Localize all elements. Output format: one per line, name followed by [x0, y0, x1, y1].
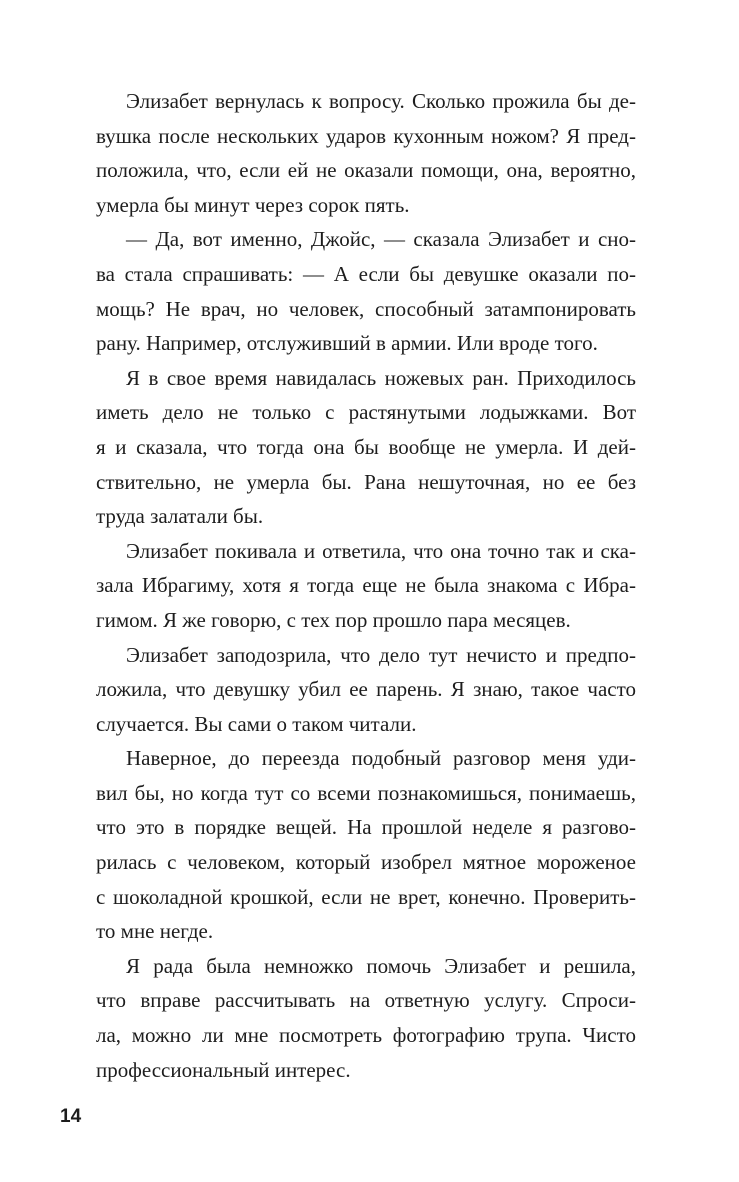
text-line: труда залатали бы.	[96, 504, 264, 529]
text-line: — Да, вот именно, Джойс, — сказала Элизабет и сно-	[126, 227, 636, 252]
text-line: умерла бы минут через сорок пять.	[96, 192, 410, 217]
body-text	[96, 84, 636, 1087]
text-line: мощь? Не врач, но человек, способный затампонировать	[96, 296, 636, 321]
text-line: рану. Например, отслуживший в армии. Или вроде того.	[96, 331, 598, 356]
text-line: я и сказала, что тогда она бы вообще не умерла. И дей-	[96, 434, 636, 459]
text-line: случается. Вы сами о таком читали.	[96, 711, 417, 736]
paragraph-1	[96, 84, 636, 222]
text-line: иметь дело не только с растянутыми лодыжками. Вот	[96, 400, 636, 425]
text-line: профессиональный интерес.	[96, 1057, 351, 1082]
paragraph-4	[96, 534, 636, 638]
text-line: ствительно, не умерла бы. Рана нешуточная, но ее без	[96, 469, 636, 494]
paragraph-5	[96, 638, 636, 742]
text-line: Наверное, до переезда подобный разговор меня уди-	[126, 746, 636, 771]
paragraph-3	[96, 361, 636, 534]
text-line: то мне негде.	[96, 919, 214, 944]
text-line: рилась с человеком, который изобрел мятное мороженое	[96, 850, 636, 875]
paragraph-2	[96, 222, 636, 360]
page-number: 14	[60, 1106, 82, 1127]
text-line: вушка после нескольких ударов кухонным ножом? Я пред-	[96, 123, 636, 148]
text-line: Я в свое время навидалась ножевых ран. Приходилось	[126, 365, 636, 390]
text-line: с шоколадной крошкой, если не врет, конечно. Проверить-	[96, 884, 636, 909]
text-line: ложила, что девушку убил ее парень. Я знаю, такое часто	[96, 677, 636, 702]
paragraph-6	[96, 741, 636, 949]
text-line: положила, что, если ей не оказали помощи, она, вероятно,	[96, 158, 636, 183]
text-line: что это в порядке вещей. На прошлой неделе я разгово-	[96, 815, 636, 840]
text-line: что вправе рассчитывать на ответную услугу. Спроси-	[96, 988, 636, 1013]
text-line: Я рада была немножко помочь Элизабет и решила,	[126, 953, 636, 978]
text-line: гимом. Я же говорю, с тех пор прошло пара месяцев.	[96, 607, 571, 632]
text-line: зала Ибрагиму, хотя я тогда еще не была знакома с Ибра-	[96, 573, 636, 598]
text-line: ла, можно ли мне посмотреть фотографию трупа. Чисто	[96, 1023, 636, 1048]
text-line: Элизабет заподозрила, что дело тут нечисто и предпо-	[126, 642, 636, 667]
text-line: ва стала спрашивать: — А если бы девушке оказали по-	[96, 261, 636, 286]
paragraph-7	[96, 949, 636, 1087]
text-line: Элизабет вернулась к вопросу. Сколько прожила бы де-	[126, 89, 636, 113]
text-line: Элизабет покивала и ответила, что она точно так и ска-	[126, 538, 636, 563]
text-line: вил бы, но когда тут со всеми познакомишься, понимаешь,	[96, 780, 636, 805]
